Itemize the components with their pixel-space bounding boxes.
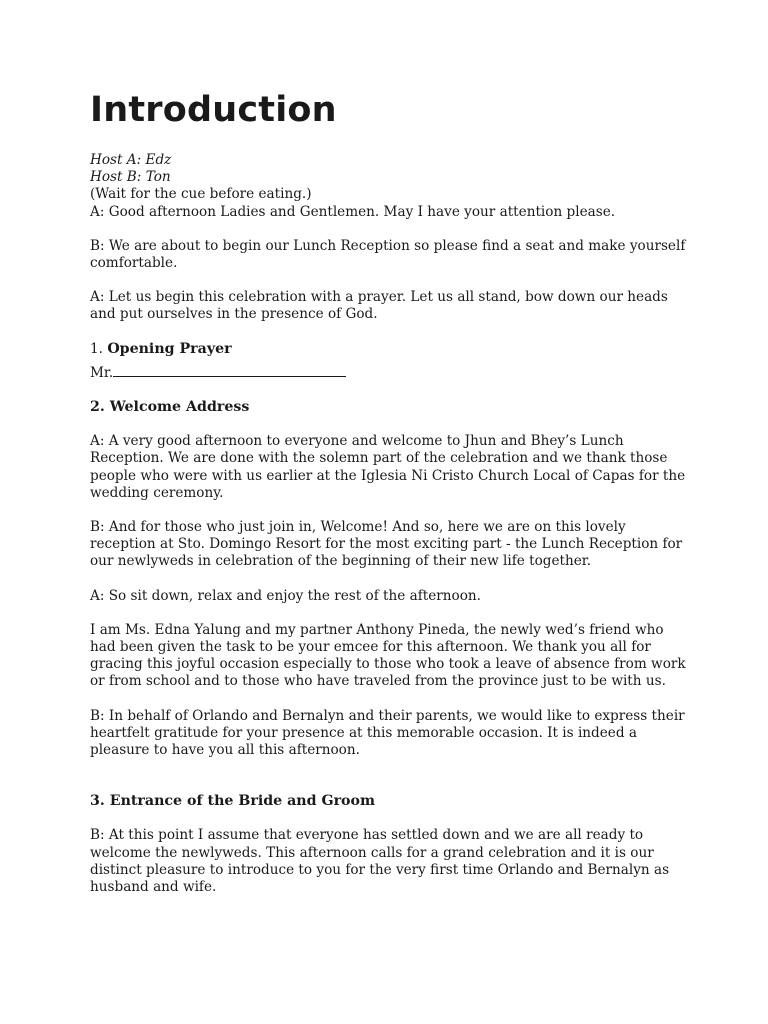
intro-line-a1: A: Good afternoon Ladies and Gentlemen. May I have your attention please. — [90, 203, 616, 220]
spacer — [90, 416, 690, 433]
welcome-paragraph: I am Ms. Edna Yalung and my partner Anthony Pineda, the newly wed’s friend who had been given the task to be your emcee for this afternoon. We thank you all for gracing this joyful occasion especially to those who took a leave of absence from work or from school and to those who have traveled from the province just to be with us. — [90, 621, 686, 690]
spacer — [90, 272, 690, 289]
section-entrance-heading: 3. Entrance of the Bride and Groom — [90, 793, 375, 810]
spacer — [90, 810, 690, 827]
section-number: 1. — [90, 340, 103, 357]
prayer-leader-label: Mr. — [90, 364, 114, 381]
section-opening-prayer-heading — [90, 341, 690, 358]
cue-note: (Wait for the cue before eating.) — [90, 186, 312, 203]
spacer — [90, 502, 690, 519]
page-title: Introduction — [90, 90, 337, 130]
spacer — [90, 605, 690, 622]
blank-fill-line — [113, 364, 346, 377]
spacer — [90, 571, 690, 588]
spacer — [90, 759, 690, 793]
prayer-leader-line — [90, 364, 690, 382]
spacer — [90, 324, 690, 341]
host-a-line: Host A: Edz — [90, 152, 172, 168]
intro-line-a2: A: Let us begin this celebration with a prayer. Let us all stand, bow down our heads and put ourselves in the presence of God. — [90, 289, 668, 323]
spacer — [90, 382, 690, 399]
welcome-paragraph: A: So sit down, relax and enjoy the rest of the afternoon. — [90, 587, 481, 604]
entrance-paragraph: B: At this point I assume that everyone has settled down and we are all ready to welcome the newlyweds. This afternoon calls for a grand celebration and it is our distinct pleasure to introduce to you for the very first time Orlando and Bernalyn as husband and wife. — [90, 827, 670, 896]
welcome-paragraph: B: And for those who just join in, Welcome! And so, here we are on this lovely reception at Sto. Domingo Resort for the most exciting part - the Lunch Reception for our newlyweds in celebration of the beginning of their new life together. — [90, 519, 683, 570]
welcome-paragraph: B: In behalf of Orlando and Bernalyn and their parents, we would like to express their heartfelt gratitude for your presence at this memorable occasion. It is indeed a pleasure to have you all this afternoon. — [90, 707, 685, 759]
spacer — [90, 691, 690, 708]
document-page — [90, 88, 690, 896]
intro-line-b1: B: We are about to begin our Lunch Reception so please find a seat and make yourself comfortable. — [90, 237, 686, 272]
section-title: Opening Prayer — [107, 340, 232, 357]
spacer — [90, 221, 690, 238]
section-welcome-address-heading: 2. Welcome Address — [90, 399, 250, 416]
welcome-paragraph: A: A very good afternoon to everyone and welcome to Jhun and Bhey’s Lunch Reception. We are done with the solemn part of the celebration and we thank those people who were with us earlier at the Iglesia Ni Cristo Church Local of Capas for the wedding ceremony. — [90, 433, 686, 501]
host-b-line: Host B: Ton — [90, 169, 171, 186]
